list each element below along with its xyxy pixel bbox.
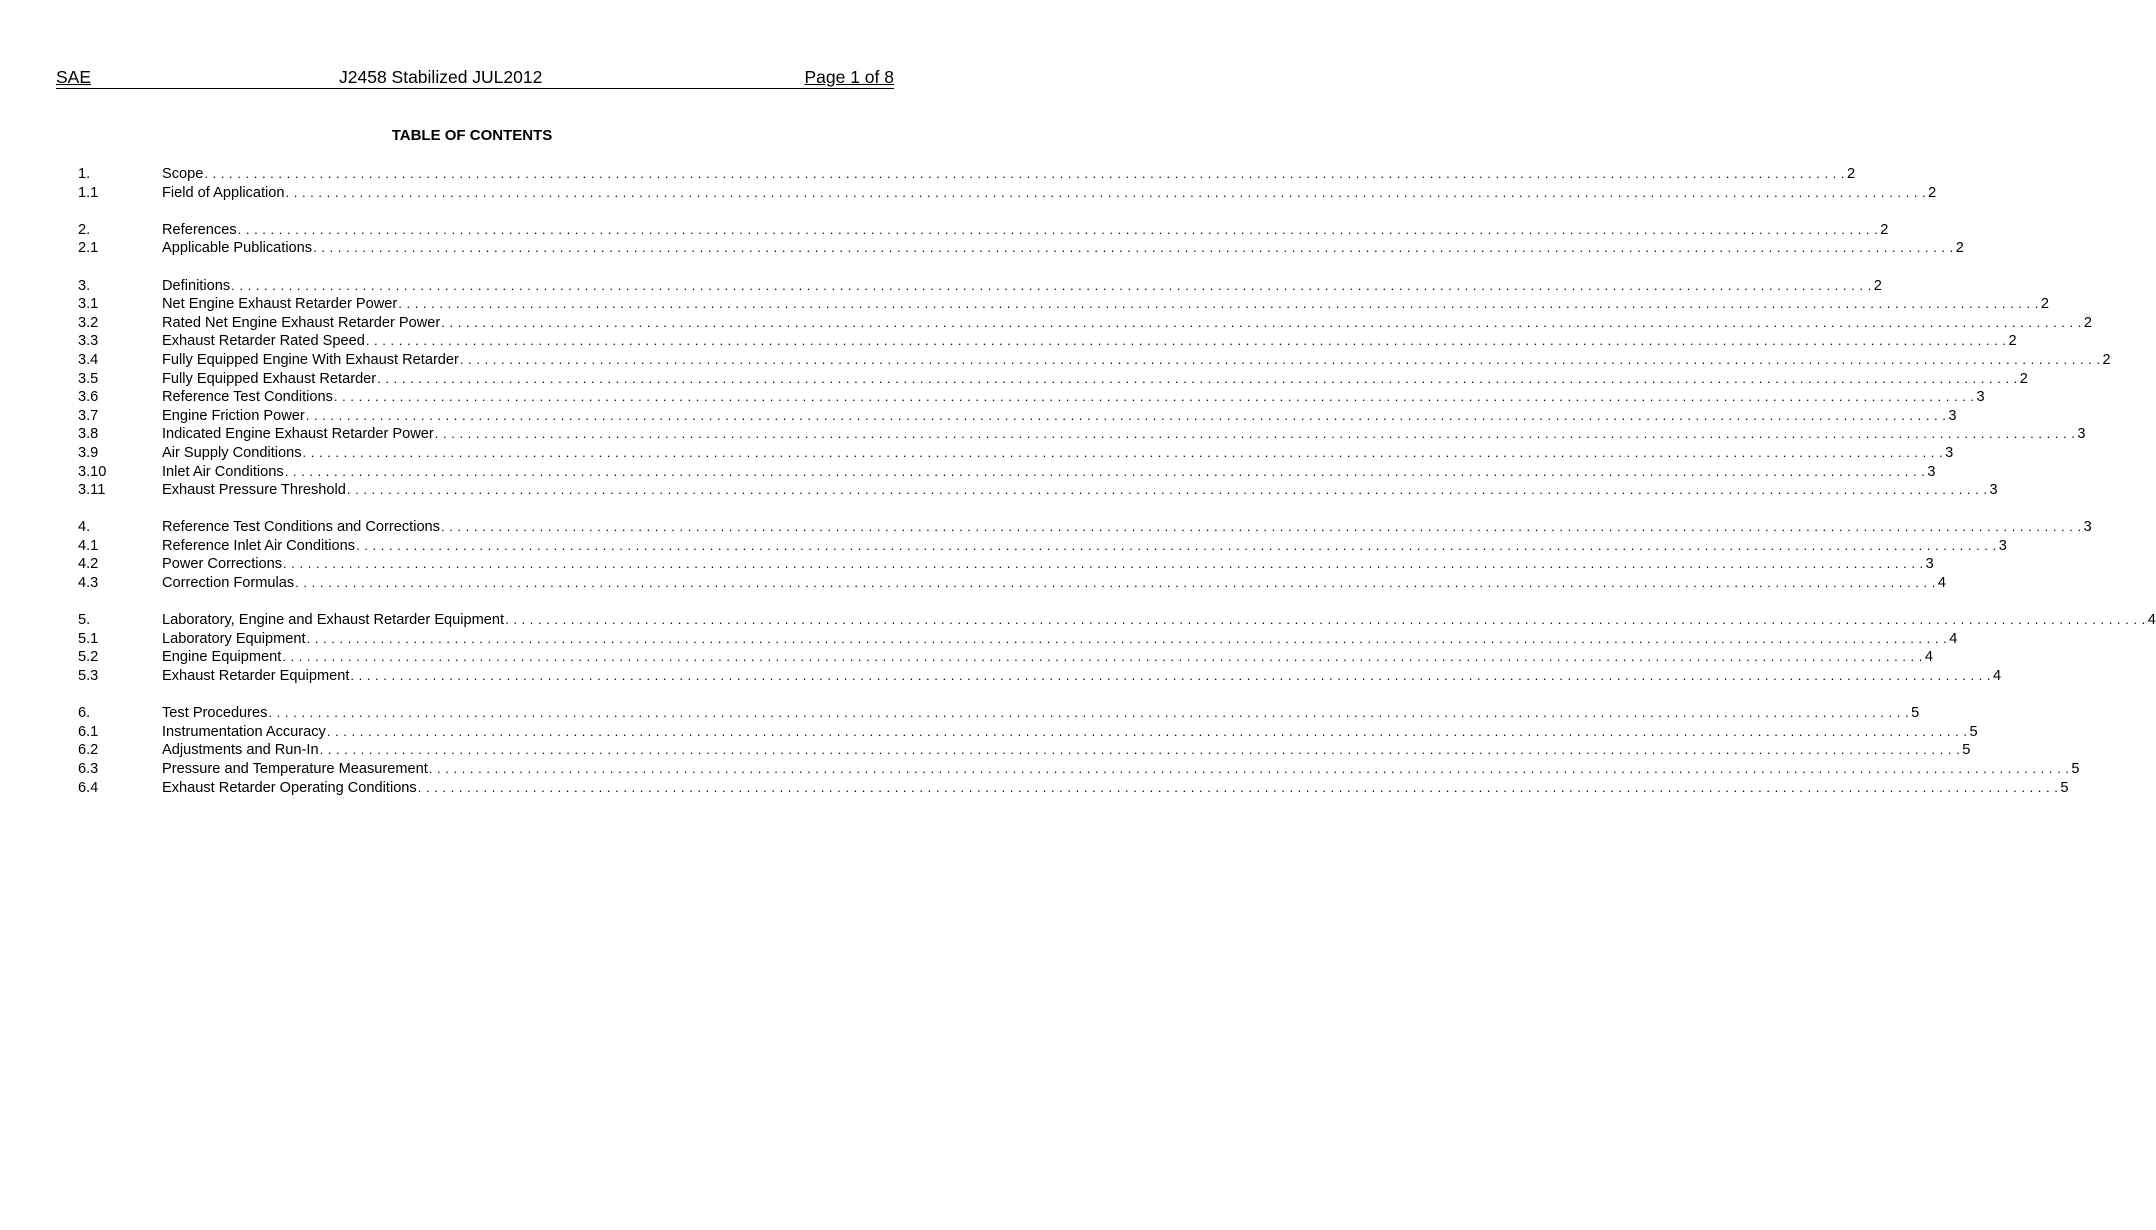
toc-entry-number: 6.2 [78,742,99,759]
toc-dot-leader: . . . . . . . . . . . . . . . . . . . . . . . . . . . . . . . . . . . . . . . . . . . . . . . . . . . . . . . . . . . . . . . . . . . . . . . . . . . . . . . . . . . . . . . . . . . . . . . . . . . . . . . . . . . . . . . . . . . . . . . . . . . . . . . . . . . . . . . . . . . . . . . . . . . . . . . . . . . . . . . . . . . . . . . . . . . . . . . . . . . . . . . . . . . . . . . . . . . . . . . . [428,761,2070,776]
toc-dot-leader: . . . . . . . . . . . . . . . . . . . . . . . . . . . . . . . . . . . . . . . . . . . . . . . . . . . . . . . . . . . . . . . . . . . . . . . . . . . . . . . . . . . . . . . . . . . . . . . . . . . . . . . . . . . . . . . . . . . . . . . . . . . . . . . . . . . . . . . . . . . . . . . . . . . . . . . . . . . . . . . . . . . . . . . . . . . . . . . . . . . . . . . . . . . . . . . . . . . . . . . . [326,723,1968,739]
toc-dot-leader: . . . . . . . . . . . . . . . . . . . . . . . . . . . . . . . . . . . . . . . . . . . . . . . . . . . . . . . . . . . . . . . . . . . . . . . . . . . . . . . . . . . . . . . . . . . . . . . . . . . . . . . . . . . . . . . . . . . . . . . . . . . . . . . . . . . . . . . . . . . . . . . . . . . . . . . . . . . . . . . . . . . . . . . . . . . . . . . . . . . . . . . . . . . . . . . . . . . . . . . . [285,184,1927,200]
toc-entry-page: 3 [1998,537,2007,554]
toc-entry-page: 2 [1880,221,1889,238]
toc-entry-number: 5.1 [78,630,99,647]
toc-entry[interactable] [78,704,1920,723]
toc-entry-title: Laboratory Equipment [162,630,306,647]
toc-entry-number: 2.1 [78,240,99,257]
toc-entry-title: Engine Equipment [162,649,282,666]
toc-entry-number: 4. [78,519,91,536]
toc-entry-number: 3.7 [78,407,99,424]
toc-section-group [78,704,2080,797]
toc-entry-page: 3 [1989,482,1998,499]
toc-entry[interactable] [78,239,1964,258]
toc-entry-page: 2 [1928,184,1937,201]
toc-entry-title: Reference Test Conditions and Corrections [162,519,440,536]
toc-entry-number: 5.3 [78,668,99,685]
toc-entry-number: 3.5 [78,370,99,387]
toc-dot-leader: . . . . . . . . . . . . . . . . . . . . . . . . . . . . . . . . . . . . . . . . . . . . . . . . . . . . . . . . . . . . . . . . . . . . . . . . . . . . . . . . . . . . . . . . . . . . . . . . . . . . . . . . . . . . . . . . . . . . . . . . . . . . . . . . . . . . . . . . . . . . . . . . . . . . . . . . . . . . . . . . . . . . . . . . . . . . . . . . . . . . . . . . . . . . . . . . . . . . . . . . [356,537,1997,553]
toc-entry-number: 3.4 [78,351,99,368]
toc-entry-number: 3.6 [78,389,99,406]
toc-entry-title: References [162,221,237,238]
toc-dot-leader: . . . . . . . . . . . . . . . . . . . . . . . . . . . . . . . . . . . . . . . . . . . . . . . . . . . . . . . . . . . . . . . . . . . . . . . . . . . . . . . . . . . . . . . . . . . . . . . . . . . . . . . . . . . . . . . . . . . . . . . . . . . . . . . . . . . . . . . . . . . . . . . . . . . . . . . . . . . . . . . . . . . . . . . . . . . . . . . . . . . . . . . . . . . . . . . . . . . . . . . . [459,351,2101,367]
toc-entry[interactable] [78,555,1934,574]
toc-entry-number: 3.2 [78,314,99,331]
toc-entry-page: 5 [1962,742,1971,759]
toc-entry[interactable] [78,314,2092,333]
toc-entry-number: 6.4 [78,779,99,796]
toc-entry-page: 2 [1847,166,1856,182]
toc-entry[interactable] [78,574,1946,593]
toc-entry-page: 3 [2083,519,2092,536]
toc-entry-number: 5.2 [78,649,99,666]
toc-entry-title: Inlet Air Conditions [162,463,284,480]
toc-entry-title: Applicable Publications [162,240,313,257]
toc-section-group [78,165,1937,202]
toc-entry-title: Laboratory, Engine and Exhaust Retarder Equipment [162,612,505,629]
toc-dot-leader: . . . . . . . . . . . . . . . . . . . . . . . . . . . . . . . . . . . . . . . . . . . . . . . . . . . . . . . . . . . . . . . . . . . . . . . . . . . . . . . . . . . . . . . . . . . . . . . . . . . . . . . . . . . . . . . . . . . . . . . . . . . . . . . . . . . . . . . . . . . . . . . . . . . . . . . . . . . . . . . . . . . . . . . . . . . . . . . . . . . . . . . . . . . . . . . . . . . . . . . . [441,314,2082,330]
toc-entry-page: 3 [1948,407,1957,424]
toc-dot-leader: . . . . . . . . . . . . . . . . . . . . . . . . . . . . . . . . . . . . . . . . . . . . . . . . . . . . . . . . . . . . . . . . . . . . . . . . . . . . . . . . . . . . . . . . . . . . . . . . . . . . . . . . . . . . . . . . . . . . . . . . . . . . . . . . . . . . . . . . . . . . . . . . . . . . . . . . . . . . . . . . . . . . . . . . . . . . . . . . . . . . . . . . . . . . . . . . . . . . . . . . [440,519,2082,535]
toc-dot-leader: . . . . . . . . . . . . . . . . . . . . . . . . . . . . . . . . . . . . . . . . . . . . . . . . . . . . . . . . . . . . . . . . . . . . . . . . . . . . . . . . . . . . . . . . . . . . . . . . . . . . . . . . . . . . . . . . . . . . . . . . . . . . . . . . . . . . . . . . . . . . . . . . . . . . . . . . . . . . . . . . . . . . . . . . . . . . . . . . . . . . . . . . . . . . . . . . . . . . . . . . [365,333,2007,349]
header-page-number: Page 1 of 8 [804,67,894,87]
toc-entry-title: Fully Equipped Exhaust Retarder [162,370,377,387]
toc-entry[interactable] [78,611,2156,630]
toc-dot-leader: . . . . . . . . . . . . . . . . . . . . . . . . . . . . . . . . . . . . . . . . . . . . . . . . . . . . . . . . . . . . . . . . . . . . . . . . . . . . . . . . . . . . . . . . . . . . . . . . . . . . . . . . . . . . . . . . . . . . . . . . . . . . . . . . . . . . . . . . . . . . . . . . . . . . . . . . . . . . . . . . . . . . . . . . . . . . . . . . . . . . . . . . . . . . . . . . . . . . . . . . [268,705,1910,721]
toc-entry[interactable] [78,760,2080,779]
toc-dot-leader: . . . . . . . . . . . . . . . . . . . . . . . . . . . . . . . . . . . . . . . . . . . . . . . . . . . . . . . . . . . . . . . . . . . . . . . . . . . . . . . . . . . . . . . . . . . . . . . . . . . . . . . . . . . . . . . . . . . . . . . . . . . . . . . . . . . . . . . . . . . . . . . . . . . . . . . . . . . . . . . . . . . . . . . . . . . . . . . . . . . . . . . . . . . . . . . . . . . . . . . . [231,277,1872,293]
toc-entry-number: 3.8 [78,426,99,443]
toc-entry[interactable] [78,630,1958,649]
toc-entry-page: 4 [2147,612,2156,629]
toc-entry[interactable] [78,779,2069,798]
toc-entry-title: Fully Equipped Engine With Exhaust Retarder [162,351,459,368]
toc-entry[interactable] [78,277,1882,296]
toc-entry-page: 5 [2060,779,2069,796]
toc-entry[interactable] [78,351,2111,370]
toc-entry[interactable] [78,667,2002,686]
toc-dot-leader: . . . . . . . . . . . . . . . . . . . . . . . . . . . . . . . . . . . . . . . . . . . . . . . . . . . . . . . . . . . . . . . . . . . . . . . . . . . . . . . . . . . . . . . . . . . . . . . . . . . . . . . . . . . . . . . . . . . . . . . . . . . . . . . . . . . . . . . . . . . . . . . . . . . . . . . . . . . . . . . . . . . . . . . . . . . . . . . . . . . . . . . . . . . . . . . . . . . . . . . . [282,649,1923,665]
toc-entry-number: 3.9 [78,444,99,461]
toc-dot-leader: . . . . . . . . . . . . . . . . . . . . . . . . . . . . . . . . . . . . . . . . . . . . . . . . . . . . . . . . . . . . . . . . . . . . . . . . . . . . . . . . . . . . . . . . . . . . . . . . . . . . . . . . . . . . . . . . . . . . . . . . . . . . . . . . . . . . . . . . . . . . . . . . . . . . . . . . . . . . . . . . . . . . . . . . . . . . . . . . . . . . . . . . . . . . . . . . . . . . . . . . [346,482,1988,498]
toc-dot-leader: . . . . . . . . . . . . . . . . . . . . . . . . . . . . . . . . . . . . . . . . . . . . . . . . . . . . . . . . . . . . . . . . . . . . . . . . . . . . . . . . . . . . . . . . . . . . . . . . . . . . . . . . . . . . . . . . . . . . . . . . . . . . . . . . . . . . . . . . . . . . . . . . . . . . . . . . . . . . . . . . . . . . . . . . . . . . . . . . . . . . . . . . . . . . . . . . . . . . . . . . [295,575,1936,591]
toc-entry[interactable] [78,518,2092,537]
toc-entry-page: 3 [2077,426,2086,443]
toc-entry-title: Power Corrections [162,556,283,573]
toc-title: TABLE OF CONTENTS [391,127,553,144]
toc-entry[interactable] [78,425,2086,444]
toc-entry-page: 4 [1924,649,1934,666]
toc-entry-number: 1. [78,166,91,182]
toc-dot-leader: . . . . . . . . . . . . . . . . . . . . . . . . . . . . . . . . . . . . . . . . . . . . . . . . . . . . . . . . . . . . . . . . . . . . . . . . . . . . . . . . . . . . . . . . . . . . . . . . . . . . . . . . . . . . . . . . . . . . . . . . . . . . . . . . . . . . . . . . . . . . . . . . . . . . . . . . . . . . . . . . . . . . . . . . . . . . . . . . . . . . . . . . . . . . . . . . . . . . . . . . [505,612,2146,628]
toc-entry-page: 5 [1911,705,1920,722]
toc-entry-title: Exhaust Pressure Threshold [162,482,346,499]
toc-entry-title: Adjustments and Run-In [162,742,319,759]
toc-entry-number: 4.3 [78,575,99,592]
toc-entry-page: 2 [2019,370,2028,387]
toc-entry[interactable] [78,165,1856,184]
toc-entry-title: Indicated Engine Exhaust Retarder Power [162,426,434,443]
toc-dot-leader: . . . . . . . . . . . . . . . . . . . . . . . . . . . . . . . . . . . . . . . . . . . . . . . . . . . . . . . . . . . . . . . . . . . . . . . . . . . . . . . . . . . . . . . . . . . . . . . . . . . . . . . . . . . . . . . . . . . . . . . . . . . . . . . . . . . . . . . . . . . . . . . . . . . . . . . . . . . . . . . . . . . . . . . . . . . . . . . . . . . . . . . . . . . . . . . . . . . . . . . . [350,668,1992,684]
toc-entry[interactable] [78,481,1998,500]
toc-dot-leader: . . . . . . . . . . . . . . . . . . . . . . . . . . . . . . . . . . . . . . . . . . . . . . . . . . . . . . . . . . . . . . . . . . . . . . . . . . . . . . . . . . . . . . . . . . . . . . . . . . . . . . . . . . . . . . . . . . . . . . . . . . . . . . . . . . . . . . . . . . . . . . . . . . . . . . . . . . . . . . . . . . . . . . . . . . . . . . . . . . . . . . . . . . . . . . . . . . . . . . . . [204,166,1846,181]
toc-entry[interactable] [78,723,1978,742]
toc-dot-leader: . . . . . . . . . . . . . . . . . . . . . . . . . . . . . . . . . . . . . . . . . . . . . . . . . . . . . . . . . . . . . . . . . . . . . . . . . . . . . . . . . . . . . . . . . . . . . . . . . . . . . . . . . . . . . . . . . . . . . . . . . . . . . . . . . . . . . . . . . . . . . . . . . . . . . . . . . . . . . . . . . . . . . . . . . . . . . . . . . . . . . . . . . . . . . . . . . . . . . . . . [398,296,2039,312]
toc-dot-leader: . . . . . . . . . . . . . . . . . . . . . . . . . . . . . . . . . . . . . . . . . . . . . . . . . . . . . . . . . . . . . . . . . . . . . . . . . . . . . . . . . . . . . . . . . . . . . . . . . . . . . . . . . . . . . . . . . . . . . . . . . . . . . . . . . . . . . . . . . . . . . . . . . . . . . . . . . . . . . . . . . . . . . . . . . . . . . . . . . . . . . . . . . . . . . . . . . . . . . . . . [319,742,1961,758]
toc-section-group [78,518,2092,592]
toc-entry-number: 2. [78,221,91,238]
toc-entry-title: Exhaust Retarder Equipment [162,668,350,685]
toc-entry-number: 3.10 [78,463,107,480]
toc-entry[interactable] [78,295,2049,314]
toc-entry-page: 2 [2102,351,2111,368]
toc-entry[interactable] [78,332,2017,351]
toc-dot-leader: . . . . . . . . . . . . . . . . . . . . . . . . . . . . . . . . . . . . . . . . . . . . . . . . . . . . . . . . . . . . . . . . . . . . . . . . . . . . . . . . . . . . . . . . . . . . . . . . . . . . . . . . . . . . . . . . . . . . . . . . . . . . . . . . . . . . . . . . . . . . . . . . . . . . . . . . . . . . . . . . . . . . . . . . . . . . . . . . . . . . . . . . . . . . . . . . . . . . . . . . [333,389,1975,405]
toc-entry-page: 3 [1945,444,1954,461]
toc-entry-number: 3.3 [78,333,99,350]
toc-section-group [78,611,2156,685]
toc-entry-number: 3.1 [78,296,99,313]
toc-entry-page: 4 [1993,668,2002,685]
toc-entry-page: 4 [1937,575,1946,592]
toc-entry[interactable] [78,741,1971,760]
toc-entry-title: Instrumentation Accuracy [162,723,326,740]
toc-entry[interactable] [78,648,1934,667]
toc-dot-leader: . . . . . . . . . . . . . . . . . . . . . . . . . . . . . . . . . . . . . . . . . . . . . . . . . . . . . . . . . . . . . . . . . . . . . . . . . . . . . . . . . . . . . . . . . . . . . . . . . . . . . . . . . . . . . . . . . . . . . . . . . . . . . . . . . . . . . . . . . . . . . . . . . . . . . . . . . . . . . . . . . . . . . . . . . . . . . . . . . . . . . . . . . . . . . . . . . . . . . . . . [417,779,2059,795]
toc-entry-number: 3. [78,277,91,294]
toc-entry-title: Reference Inlet Air Conditions [162,537,356,554]
toc-entry-number: 3.11 [78,482,106,499]
toc-entry-title: Correction Formulas [162,575,295,592]
toc-entry-page: 2 [2083,314,2092,331]
toc-entry-page: 5 [2071,761,2080,777]
toc-entry-title: Pressure and Temperature Measurement [162,761,428,777]
toc-entry-title: Reference Test Conditions [162,389,333,406]
toc-dot-leader: . . . . . . . . . . . . . . . . . . . . . . . . . . . . . . . . . . . . . . . . . . . . . . . . . . . . . . . . . . . . . . . . . . . . . . . . . . . . . . . . . . . . . . . . . . . . . . . . . . . . . . . . . . . . . . . . . . . . . . . . . . . . . . . . . . . . . . . . . . . . . . . . . . . . . . . . . . . . . . . . . . . . . . . . . . . . . . . . . . . . . . . . . . . . . . . . . . . . . . . . [284,463,1926,479]
toc-entry-number: 6.1 [78,723,99,740]
toc-entry-title: Test Procedures [162,705,268,722]
toc-dot-leader: . . . . . . . . . . . . . . . . . . . . . . . . . . . . . . . . . . . . . . . . . . . . . . . . . . . . . . . . . . . . . . . . . . . . . . . . . . . . . . . . . . . . . . . . . . . . . . . . . . . . . . . . . . . . . . . . . . . . . . . . . . . . . . . . . . . . . . . . . . . . . . . . . . . . . . . . . . . . . . . . . . . . . . . . . . . . . . . . . . . . . . . . . . . . . . . . . . . . . . . . [377,370,2018,386]
toc-entry-number: 6. [78,705,91,722]
toc-entry-page: 3 [1925,556,1934,573]
toc-entry-title: Air Supply Conditions [162,444,302,461]
toc-entry-page: 2 [2040,296,2049,313]
toc-entry-number: 5. [78,612,91,629]
toc-entry-number: 6.3 [78,761,99,777]
toc-dot-leader: . . . . . . . . . . . . . . . . . . . . . . . . . . . . . . . . . . . . . . . . . . . . . . . . . . . . . . . . . . . . . . . . . . . . . . . . . . . . . . . . . . . . . . . . . . . . . . . . . . . . . . . . . . . . . . . . . . . . . . . . . . . . . . . . . . . . . . . . . . . . . . . . . . . . . . . . . . . . . . . . . . . . . . . . . . . . . . . . . . . . . . . . . . . . . . . . . . . . . . . . [283,556,1924,572]
toc-entry[interactable] [78,463,1936,482]
toc-entry-number: 1.1 [78,184,99,201]
toc-entry-page: 2 [1955,240,1964,257]
toc-entry[interactable] [78,370,2028,389]
toc-entry-page: 3 [1976,389,1985,406]
header-document-id: J2458 Stabilized JUL2012 [339,67,543,87]
toc-entry-page: 5 [1969,723,1978,740]
toc-entry[interactable] [78,221,1889,240]
toc-entry-page: 4 [1949,630,1958,647]
toc-entry-title: Net Engine Exhaust Retarder Power [162,296,398,313]
toc-entry-title: Exhaust Retarder Operating Conditions [162,779,417,796]
toc-dot-leader: . . . . . . . . . . . . . . . . . . . . . . . . . . . . . . . . . . . . . . . . . . . . . . . . . . . . . . . . . . . . . . . . . . . . . . . . . . . . . . . . . . . . . . . . . . . . . . . . . . . . . . . . . . . . . . . . . . . . . . . . . . . . . . . . . . . . . . . . . . . . . . . . . . . . . . . . . . . . . . . . . . . . . . . . . . . . . . . . . . . . . . . . . . . . . . . . . . . . . . . . [313,240,1954,256]
toc-entry-title: Scope [162,166,204,182]
toc-entry[interactable] [78,388,1985,407]
toc-entry-number: 4.1 [78,537,99,554]
toc-entry[interactable] [78,407,1957,426]
toc-entry[interactable] [78,184,1937,203]
toc-dot-leader: . . . . . . . . . . . . . . . . . . . . . . . . . . . . . . . . . . . . . . . . . . . . . . . . . . . . . . . . . . . . . . . . . . . . . . . . . . . . . . . . . . . . . . . . . . . . . . . . . . . . . . . . . . . . . . . . . . . . . . . . . . . . . . . . . . . . . . . . . . . . . . . . . . . . . . . . . . . . . . . . . . . . . . . . . . . . . . . . . . . . . . . . . . . . . . . . . . . . . . . . [237,221,1879,237]
toc-entry-title: Field of Application [162,184,285,201]
toc-section-group [78,277,2111,500]
toc-entry-number: 4.2 [78,556,99,573]
toc-entry-title: Engine Friction Power [162,407,305,424]
toc-entry-page: 2 [2008,333,2017,350]
table-of-contents [78,165,2156,816]
header-org: SAE [56,67,92,87]
toc-entry[interactable] [78,537,2007,556]
toc-dot-leader: . . . . . . . . . . . . . . . . . . . . . . . . . . . . . . . . . . . . . . . . . . . . . . . . . . . . . . . . . . . . . . . . . . . . . . . . . . . . . . . . . . . . . . . . . . . . . . . . . . . . . . . . . . . . . . . . . . . . . . . . . . . . . . . . . . . . . . . . . . . . . . . . . . . . . . . . . . . . . . . . . . . . . . . . . . . . . . . . . . . . . . . . . . . . . . . . . . . . . . . . [306,630,1948,646]
toc-section-group [78,221,1964,258]
toc-entry-page: 2 [1873,277,1882,294]
toc-entry-title: Exhaust Retarder Rated Speed [162,333,365,350]
toc-dot-leader: . . . . . . . . . . . . . . . . . . . . . . . . . . . . . . . . . . . . . . . . . . . . . . . . . . . . . . . . . . . . . . . . . . . . . . . . . . . . . . . . . . . . . . . . . . . . . . . . . . . . . . . . . . . . . . . . . . . . . . . . . . . . . . . . . . . . . . . . . . . . . . . . . . . . . . . . . . . . . . . . . . . . . . . . . . . . . . . . . . . . . . . . . . . . . . . . . . . . . . . . [305,407,1947,423]
toc-entry[interactable] [78,444,1954,463]
page-header [56,67,894,89]
toc-entry-title: Rated Net Engine Exhaust Retarder Power [162,314,441,331]
toc-dot-leader: . . . . . . . . . . . . . . . . . . . . . . . . . . . . . . . . . . . . . . . . . . . . . . . . . . . . . . . . . . . . . . . . . . . . . . . . . . . . . . . . . . . . . . . . . . . . . . . . . . . . . . . . . . . . . . . . . . . . . . . . . . . . . . . . . . . . . . . . . . . . . . . . . . . . . . . . . . . . . . . . . . . . . . . . . . . . . . . . . . . . . . . . . . . . . . . . . . . . . . . . [302,444,1944,460]
toc-dot-leader: . . . . . . . . . . . . . . . . . . . . . . . . . . . . . . . . . . . . . . . . . . . . . . . . . . . . . . . . . . . . . . . . . . . . . . . . . . . . . . . . . . . . . . . . . . . . . . . . . . . . . . . . . . . . . . . . . . . . . . . . . . . . . . . . . . . . . . . . . . . . . . . . . . . . . . . . . . . . . . . . . . . . . . . . . . . . . . . . . . . . . . . . . . . . . . . . . . . . . . . . [434,426,2076,442]
toc-entry-page: 3 [1927,463,1936,480]
toc-entry-title: Definitions [162,277,231,294]
